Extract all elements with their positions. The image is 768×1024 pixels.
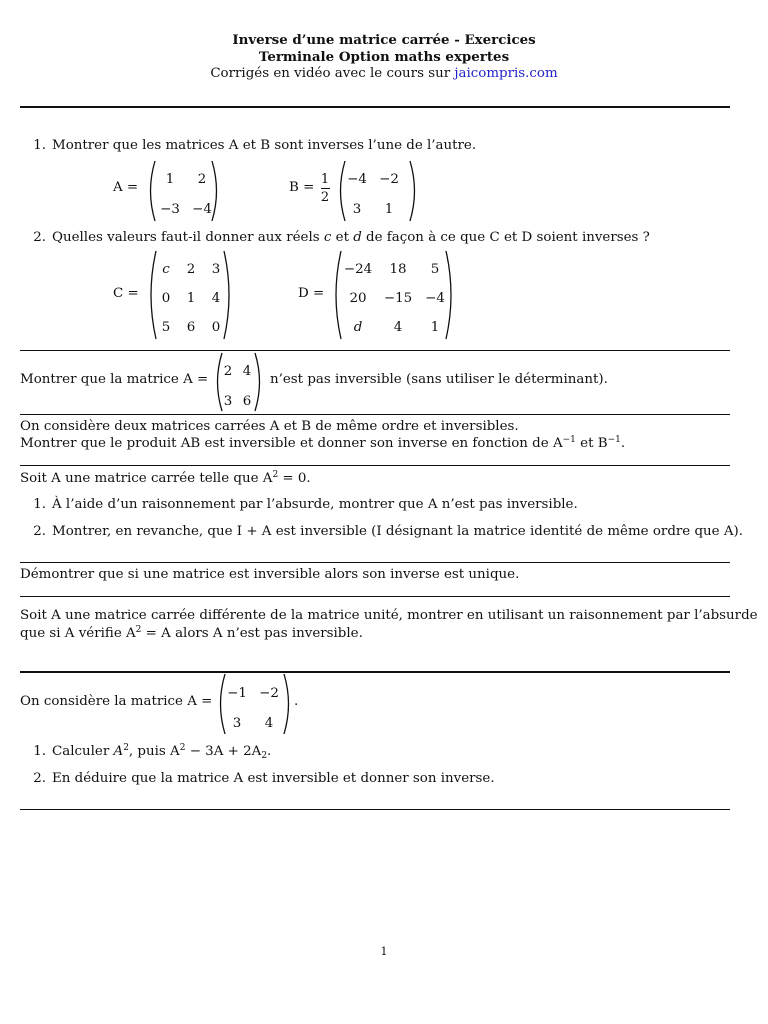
matrix-a-label: A =: [113, 180, 139, 195]
ex1-q2: [30, 230, 650, 245]
page-number: 1: [380, 945, 388, 958]
ex7-q2: [30, 771, 495, 786]
matrix-d-cell: d: [353, 320, 363, 335]
ex1-q2-text-c: de façon à ce que C et D soient inverses ?: [361, 230, 650, 245]
matrix-b-cell: −2: [379, 172, 399, 187]
ex3-line2-a: Montrer que le produit AB est inversible et donner son inverse en fonction de A: [20, 436, 563, 451]
credit-prefix: Corrigés en vidéo avec le cours sur: [210, 66, 455, 81]
matrix-a-cell: −4: [192, 202, 212, 217]
ex2-text-a: Montrer que la matrice A =: [20, 372, 209, 387]
ex2-matrix-right-paren: [253, 352, 265, 412]
header-divider: [20, 106, 730, 108]
ex3-line2-b: et B: [575, 436, 608, 451]
page-title: Inverse d’une matrice carrée - Exercices: [232, 32, 536, 48]
var-a: A: [113, 744, 124, 759]
jaicompris-link[interactable]: jaicompris.com: [454, 66, 558, 81]
ex4-q2-number: 2.: [33, 524, 46, 539]
ex7-q1-sup1: 2: [123, 743, 129, 753]
divider: [20, 671, 730, 673]
matrix-d-cell: 5: [430, 262, 440, 277]
ex7-q1-sub: 2: [261, 751, 268, 761]
matrix-c-label: C =: [113, 286, 139, 301]
ex1-q2-text-a: Quelles valeurs faut-il donner aux réels: [52, 230, 324, 245]
matrix-b-fraction: [318, 172, 332, 205]
ex6-line2-a: que si A vérifie A: [20, 626, 136, 641]
ex2-matrix-cell: 3: [223, 394, 233, 409]
matrix-d-cell: 18: [389, 262, 407, 277]
divider: [20, 414, 730, 415]
page-subtitle: Terminale Option maths expertes: [258, 49, 510, 65]
matrix-c-cell: 2: [186, 262, 196, 277]
ex7-matrix-cell: 4: [264, 716, 274, 731]
ex2-matrix-cell: 4: [242, 364, 252, 379]
matrix-c-cell: 0: [161, 291, 171, 306]
ex4-q1-text: À l’aide d’un raisonnement par l’absurde, montrer que A n’est pas inversible.: [52, 497, 578, 512]
ex7-q1-d: .: [267, 744, 272, 759]
ex6-line2-b: = A alors A n’est pas inversible.: [141, 626, 363, 641]
ex6-sup: 2: [135, 625, 142, 635]
matrix-a-cell: −3: [160, 202, 180, 217]
ex7-q2-number: 2.: [33, 771, 46, 786]
matrix-a-cell: 2: [197, 172, 207, 187]
divider: [20, 562, 730, 563]
ex4-intro-sup: 2: [272, 470, 279, 480]
divider: [20, 465, 730, 466]
matrix-d-cell: −24: [343, 262, 373, 277]
fraction-denominator: 2: [320, 190, 330, 205]
ex7-q2-text: En déduire que la matrice A est inversible et donner son inverse.: [52, 771, 495, 786]
ex7-intro: On considère la matrice A =: [20, 694, 213, 709]
matrix-c-right-paren: [222, 250, 235, 340]
ex7-matrix-cell: −1: [227, 686, 247, 701]
matrix-a-right-paren: [210, 160, 222, 222]
ex3-line2: [20, 436, 625, 451]
ex6-line1: Soit A une matrice carrée différente de la matrice unité, montrer en utilisant un raisonnement par l’absurde: [20, 608, 758, 623]
credit-line: [0, 66, 768, 81]
matrix-d-cell: −4: [425, 291, 445, 306]
ex7-q1-number: 1.: [33, 744, 46, 759]
matrix-d-cell: 20: [349, 291, 367, 306]
matrix-c-cell: 3: [211, 262, 221, 277]
ex2-matrix-cell: 2: [223, 364, 233, 379]
divider: [20, 596, 730, 597]
matrix-c-cell: c: [162, 262, 170, 277]
matrix-b-label: B =: [289, 180, 315, 195]
ex4-intro: [20, 471, 311, 486]
matrix-d-cell: −15: [383, 291, 413, 306]
divider: [20, 350, 730, 351]
ex4-q1: [30, 497, 578, 512]
ex1-q1-text: Montrer que les matrices A et B sont inverses l’une de l’autre.: [52, 138, 477, 153]
ex2-matrix-cell: 6: [242, 394, 252, 409]
ex3-sup2: −1: [607, 435, 621, 445]
ex7-q1: [30, 744, 271, 759]
matrix-b-cell: 3: [352, 202, 362, 217]
ex7-dot: .: [294, 694, 299, 709]
matrix-d-right-paren: [444, 250, 457, 340]
fraction-numerator: 1: [320, 172, 330, 187]
ex1-q2-number: 2.: [33, 230, 46, 245]
ex7-q1-a: Calculer: [52, 744, 114, 759]
var-c: c: [323, 230, 332, 245]
var-d: d: [353, 230, 362, 245]
matrix-c-cell: 4: [211, 291, 221, 306]
ex5-text: Démontrer que si une matrice est inversible alors son inverse est unique.: [20, 567, 520, 582]
ex1-q1-number: 1.: [33, 138, 46, 153]
ex3-line1: On considère deux matrices carrées A et B de même ordre et inversibles.: [20, 419, 519, 434]
matrix-c-cell: 5: [161, 320, 171, 335]
ex3-sup1: −1: [562, 435, 576, 445]
ex4-q2-text: Montrer, en revanche, que I + A est inversible (I désignant la matrice identité de même ordre que A).: [52, 524, 743, 539]
ex4-intro-b: = 0.: [278, 471, 311, 486]
matrix-c-cell: 1: [186, 291, 196, 306]
matrix-a-cell: 1: [165, 172, 175, 187]
matrix-c-cell: 0: [211, 320, 221, 335]
matrix-b-cell: 1: [384, 202, 394, 217]
ex7-q1-b: , puis A: [128, 744, 180, 759]
ex1-q1: [30, 138, 476, 153]
matrix-c-cell: 6: [186, 320, 196, 335]
ex6-line2: [20, 626, 363, 641]
ex7-q1-c: − 3A + 2A: [185, 744, 262, 759]
ex3-line2-c: .: [620, 436, 626, 451]
matrix-d-label: D =: [298, 286, 325, 301]
ex7-matrix-cell: 3: [232, 716, 242, 731]
matrix-d-cell: 4: [393, 320, 403, 335]
ex4-intro-a: Soit A une matrice carrée telle que A: [20, 471, 273, 486]
ex4-q1-number: 1.: [33, 497, 46, 512]
ex2-text-b: n’est pas inversible (sans utiliser le déterminant).: [270, 372, 608, 387]
ex7-q1-sup2: 2: [179, 743, 186, 753]
matrix-d-cell: 1: [430, 320, 440, 335]
ex4-q2: [30, 524, 743, 539]
ex7-matrix-right-paren: [282, 673, 294, 735]
fraction-bar: [321, 188, 330, 189]
divider: [20, 809, 730, 810]
ex1-q2-text-b: et: [331, 230, 354, 245]
ex7-matrix-cell: −2: [259, 686, 279, 701]
matrix-b-cell: −4: [347, 172, 367, 187]
matrix-b-right-paren: [408, 160, 420, 222]
